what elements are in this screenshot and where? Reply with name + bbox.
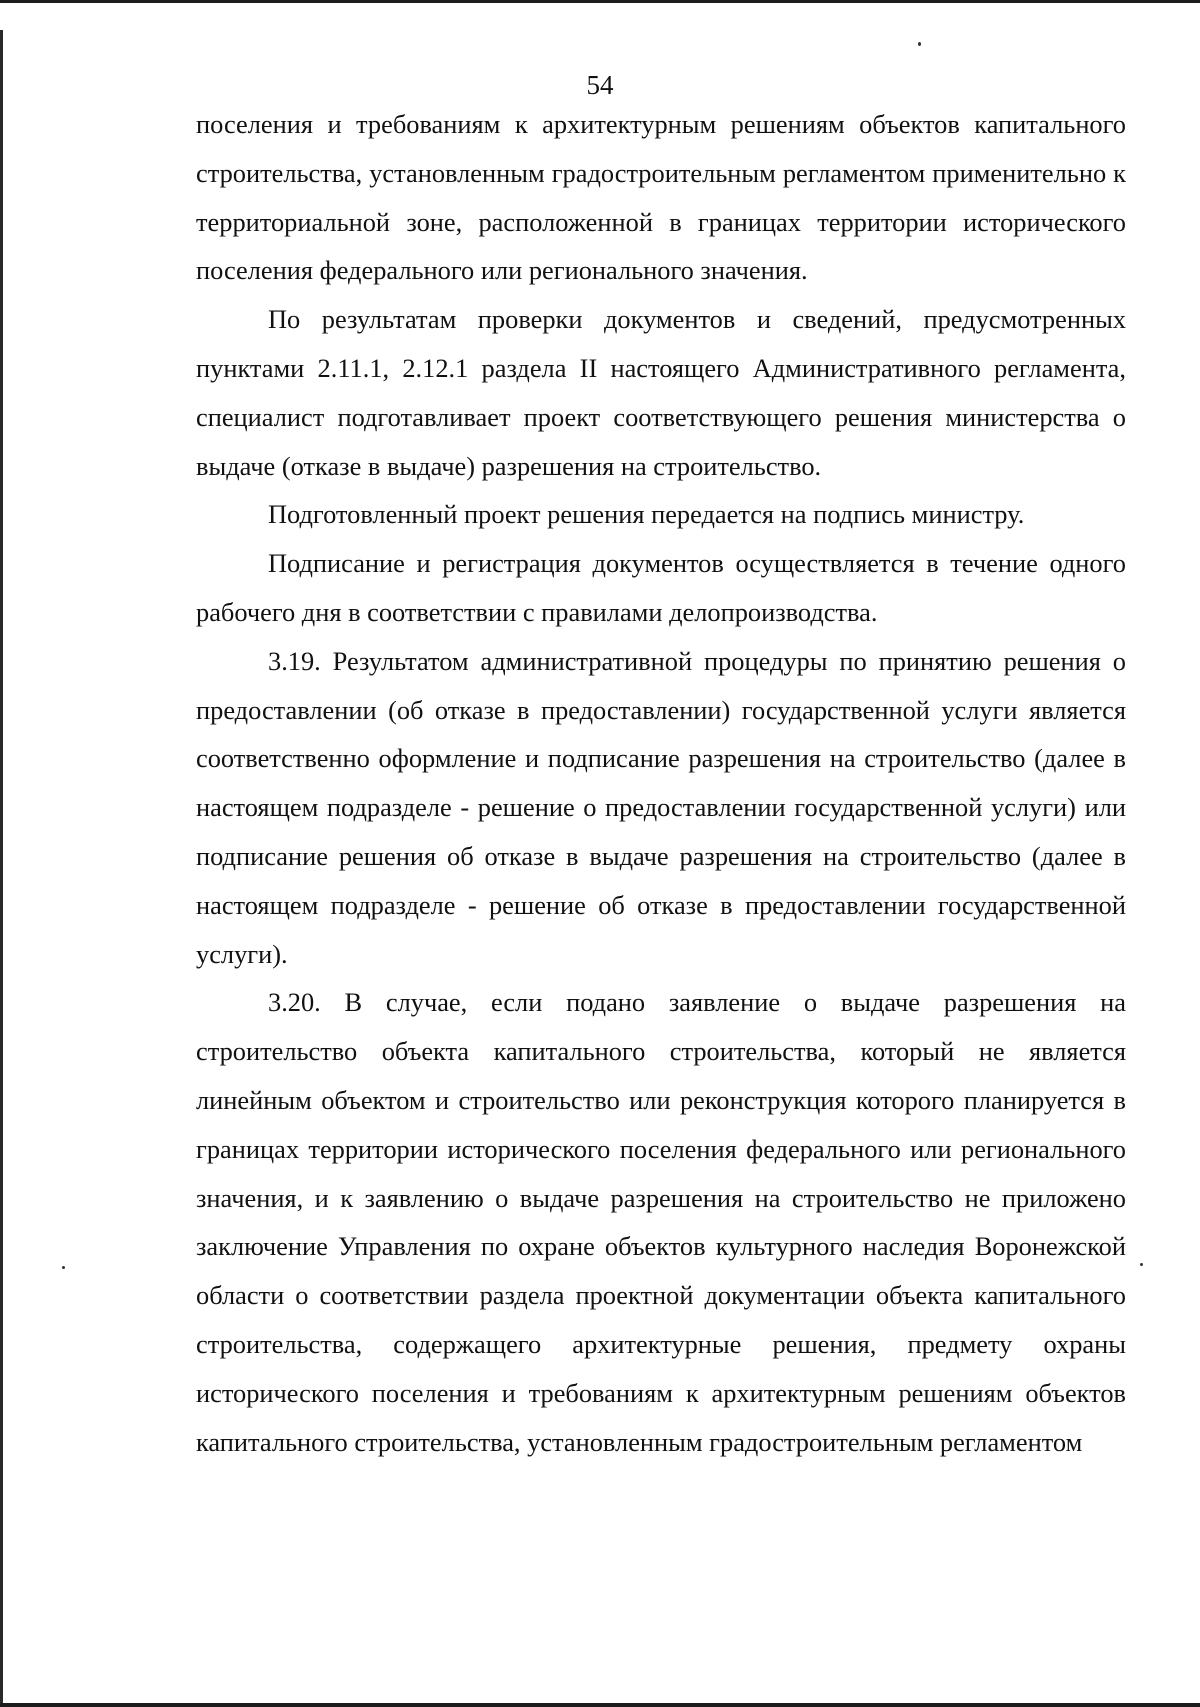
- paragraph-signature-transfer: Подготовленный проект решения передается на подпись министру.: [268, 499, 1025, 530]
- paragraph-verification: По результатам проверки документов и сведений, предусмотренных пунктами 2.11.1, 2.12.1 раздела II настоящего Административного регламента, специалист подготавливает проект соответствующего решения министерства о выдаче (отказе в выдаче) разрешения на строительство.: [196, 304, 1126, 481]
- document-body: [196, 100, 1126, 1466]
- paragraph-continuation: поселения и требованиям к архитектурным решениям объектов капитального строительства, установленным градостроительным регламентом применительно к территориальной зоне, расположенной в границах территории исторического поселения федерального или регионального значения.: [196, 109, 1126, 286]
- scan-speck: [1140, 1263, 1143, 1266]
- scan-speck: [62, 1266, 65, 1269]
- scan-top-edge: [0, 0, 1200, 3]
- paragraph-3-20: 3.20. В случае, если подано заявление о выдаче разрешения на строительство объекта капитального строительства, который не является линейным объектом и строительство или реконструкция которого планируется в границах территории исторического поселения федерального или регионального значения, и к заявлению о выдаче разрешения на строительство не приложено заключение Управления по охране объектов культурного наследия Воронежской области о соответствии раздела проектной документации объекта капитального строительства, содержащего архитектурные решения, предмету охраны исторического поселения и требованиям к архитектурным решениям объектов капитального строительства, установленным градостроительным регламентом: [196, 987, 1126, 1457]
- scan-left-edge: [0, 30, 3, 1707]
- paragraph-3-19: 3.19. Результатом административной процедуры по принятию решения о предоставлении (об отказе в предоставлении) государственной услуги является соответственно оформление и подписание разрешения на строительство (далее в настоящем подразделе - решение о предоставлении государственной услуги) или подписание решения об отказе в выдаче разрешения на строительство (далее в настоящем подразделе - решение об отказе в предоставлении государственной услуги).: [196, 645, 1126, 969]
- paragraph-registration: Подписание и регистрация документов осуществляется в течение одного рабочего дня в соответствии с правилами делопроизводства.: [196, 548, 1126, 627]
- scan-bottom-edge: [0, 1703, 1200, 1707]
- page-number: 54: [586, 70, 614, 100]
- scan-speck: [918, 42, 921, 46]
